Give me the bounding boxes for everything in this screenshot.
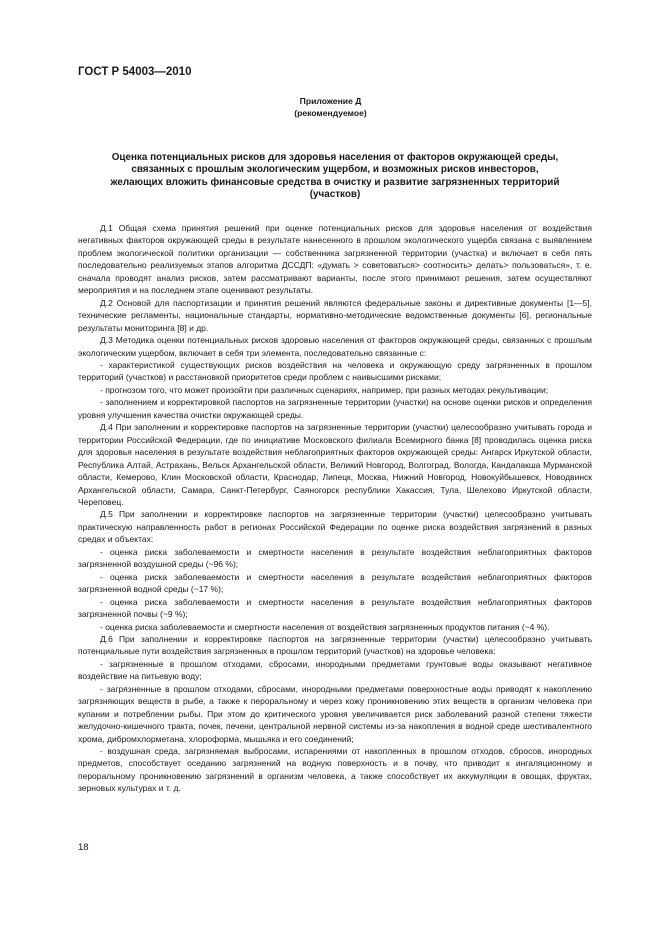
page-number: 18 xyxy=(78,842,89,853)
list-item: - оценка риска заболеваемости и смертности населения в результате воздействия неблагоприятных факторов загрязненной водной среды (~17 %); xyxy=(78,571,592,595)
paragraph-d5: Д.5 При заполнении и корректировке паспортов на загрязненные территории (участки) целесообразно учитывать практическую направленность работ в регионах Российской Федерации по оценке риска воздействия загрязнений в разных средах и объектах: xyxy=(78,509,592,545)
paragraph-d2: Д.2 Основой для паспортизации и принятия решений являются федеральные законы и директивные документы [1—5], технические регламенты, национальные стандарты, нормативно-методические ведомственные документы [6], региональные результаты мониторинга [8] и др. xyxy=(78,297,592,333)
title-line: желающих вложить финансовые средства в очистку и развитие загрязненных территорий xyxy=(110,176,560,188)
paragraph-d1: Д.1 Общая схема принятия решений при оценке потенциальных рисков для здоровья населения от воздействия негативных факторов окружающей среды в результате нанесенного в прошлом экологического ущерба связана с выявлением проблем экологической политики организации — собственника загрязненной территории (участка) и включает в себя пять последовательно реализуемых этапов алгоритма ДССДП: «думать > советоваться> соотносить> делать> пользоваться», т. е. сначала проводят анализ рисков, затем рассматривают варианты, после этого принимают решения, затем осуществляют мероприятия и на последнем этапе оценивают результаты. xyxy=(78,223,592,296)
appendix-title: Приложение Д xyxy=(299,96,362,106)
list-item: - заполнением и корректировкой паспортов на загрязненные территории (участки) на основе оценки рисков и определения уровня улучшения качества очистки окружающей среды. xyxy=(78,397,592,420)
list-item: - оценка риска заболеваемости и смертности населения в результате воздействия неблагоприятных факторов загрязненной воздушной среды (~96 %); xyxy=(78,546,592,570)
paragraph-d3: Д.3 Методика оценки потенциальных рисков здоровью населения от факторов окружающей среды, связанных с прошлым экологическим ущербом, включает в себя три элемента, последовательно связанные с: xyxy=(78,335,592,358)
title-line: связанных с прошлым экологическим ущербом, и возможных рисков инвесторов, xyxy=(131,164,539,176)
list-item: - оценка риска заболеваемости и смертности населения от воздействия загрязненных продуктов питания (~4 %). xyxy=(100,621,550,632)
appendix-subtitle: (рекомендуемое) xyxy=(294,108,367,118)
body-text xyxy=(78,222,592,795)
title-line: Оценка потенциальных рисков для здоровья населения от факторов окружающей среды, xyxy=(111,152,559,163)
list-item: - оценка риска заболеваемости и смертности населения в результате воздействия неблагоприятных факторов загрязненной почвы (~9 %); xyxy=(78,596,592,620)
list-item: - характеристикой существующих рисков воздействия на человека и окружающую среду загрязненных в прошлом территорий (участков) и расстановкой приоритетов среди проблем с наивысшими рисками; xyxy=(78,359,592,383)
paragraph-d4: Д.4 При заполнении и корректировке паспортов на загрязненные территории (участки) целесообразно учитывать города и территории Российской Федерации, где по инициативе Московского филиала Всемирного банка [8] проводилась оценка риска для здоровья населения в результате воздействия неблагоприятных факторов окружающей среды: Ангарск Иркутской области, Республика Алтай, Астрахань, Вельск Архангельской области, Великий Новгород, Волгоград, Вологда, Кандалакша Мурманской области, Кемерово, Клин Московской области, Краснодар, Липецк, Москва, Нижний Новгород, Новокуйбышевск, Новодвинск Архангельской области, Самара, Санкт-Петербург, Саяногорск республики Хакассия, Тула, Шелехово Иркутской области, Череповец. xyxy=(78,422,592,507)
list-item: - загрязненные в прошлом отходами, сбросами, инородными предметами грунтовые воды оказывают негативное воздействие на питьевую воду; xyxy=(78,658,592,682)
section-title xyxy=(78,152,592,202)
standard-header: ГОСТ Р 54003—2010 xyxy=(78,66,192,78)
list-item: - прогнозом того, что может произойти при различных сценариях, например, при разных методах рекультивации; xyxy=(100,384,549,395)
list-item: - воздушная среда, загрязняемая выбросами, испарениями от накопленных в прошлом отходов, сбросов, инородных предметов, способствует оседанию загрязнений на водную поверхность и в почву, что приводит к ингаляционному и пероральному проникновению загрязнений в организм человека, а также способствует их аккумуляции в овощах, фруктах, зерновых культурах и т. д. xyxy=(78,746,592,794)
paragraph-d6: Д.6 При заполнении и корректировке паспортов на загрязненные территории (участки) целесообразно учитывать потенциальные пути воздействия загрязненных в прошлом территорий (участков) на здоровье человека: xyxy=(78,633,592,657)
list-item: - загрязненные в прошлом отходами, сбросами, инородными предметами поверхностные воды приводят к накоплению загрязняющих веществ в рыбе, а также к пероральному и через кожу проникновению этих веществ в организм человека при купании и потреблении рыбы. При этом до критического уровня увеличивается риск заболеваний разной степени тяжести желудочно-кишечного тракта, почек, печени, центральной нервной системы из-за накопления в водной среде шестивалентного хрома, дибромхлорметана, хлороформа, мышьяка и его соединений; xyxy=(78,683,592,744)
title-line: (участков) xyxy=(309,189,361,201)
